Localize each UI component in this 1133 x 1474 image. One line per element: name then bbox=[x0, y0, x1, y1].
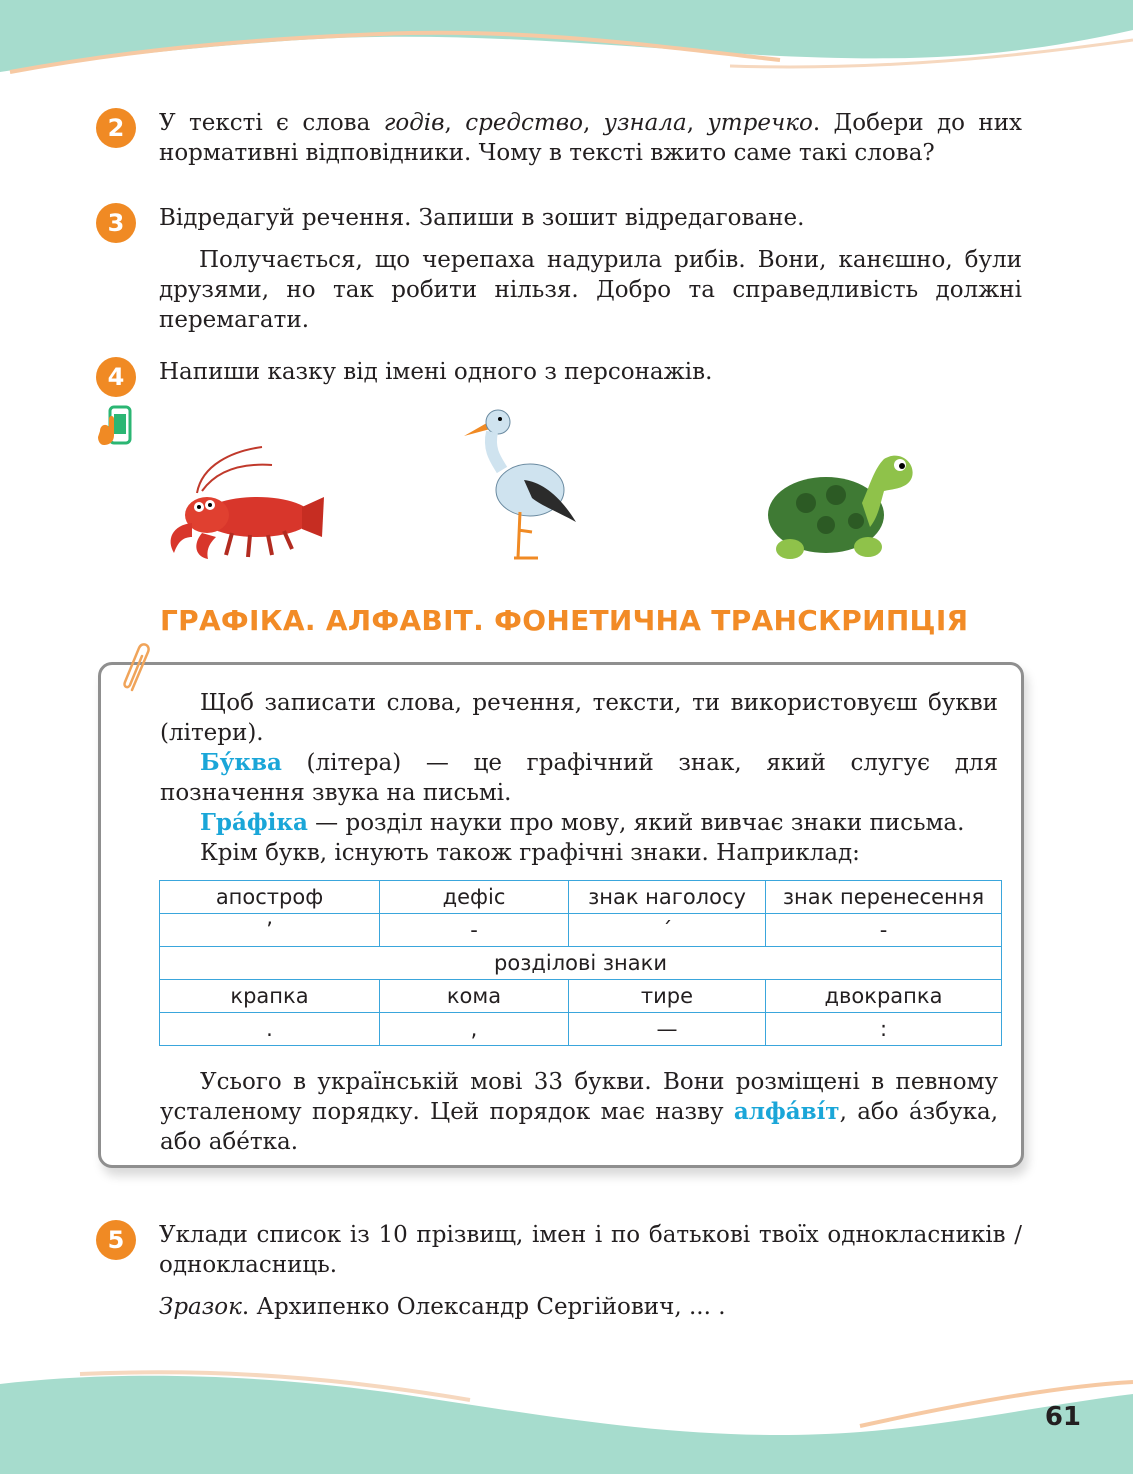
table-cell: крапка bbox=[160, 980, 380, 1013]
table-cell: дефіс bbox=[380, 881, 569, 914]
exercise-5-instruction: Уклади список із 10 прізвищ, імен і по батькові твоїх однокласників / однокласниць. bbox=[159, 1222, 1022, 1278]
exercise-number-badge: 3 bbox=[96, 203, 136, 243]
table-cell: : bbox=[766, 1013, 1002, 1046]
table-cell: . bbox=[160, 1013, 380, 1046]
table-cell: ´ bbox=[569, 914, 766, 947]
page-number: 61 bbox=[1044, 1402, 1081, 1432]
rule-paragraph-bukva: Бу́ква (літера) — це графічний знак, який слугує для позначення звука на письмі. bbox=[160, 749, 998, 806]
exercise-4-instruction: Напиши казку від імені одного з персонажів. bbox=[159, 359, 713, 385]
exercise-2 bbox=[96, 108, 1022, 168]
table-cell: кома bbox=[380, 980, 569, 1013]
phone-touch-icon bbox=[96, 405, 136, 447]
exercise-5-sample: Зразок. Архипенко Олександр Сергійович, ... . bbox=[159, 1294, 726, 1320]
exercise-2-text: У тексті є слова годів, средство, узнала, утречко. Добери до них нормативні відповідники. Чому в тексті вжито саме такі слова? bbox=[159, 110, 1023, 166]
exercise-5 bbox=[96, 1220, 1022, 1322]
exercise-number-badge: 2 bbox=[96, 108, 136, 148]
table-cell: тире bbox=[569, 980, 766, 1013]
table-cell: ’ bbox=[160, 914, 380, 947]
exercise-4 bbox=[96, 357, 1022, 391]
table-cell: апостроф bbox=[160, 881, 380, 914]
table-cell: - bbox=[766, 914, 1002, 947]
rule-paragraph-4: Крім букв, існують також графічні знаки. Наприклад: bbox=[200, 840, 860, 866]
crayfish-illustration bbox=[162, 445, 327, 565]
graphic-signs-table bbox=[159, 880, 1002, 1046]
turtle-illustration bbox=[766, 445, 918, 563]
term-bukva: Бу́ква bbox=[200, 749, 282, 776]
table-cell: , bbox=[380, 1013, 569, 1046]
exercise-3-instruction: Відредагуй речення. Запиши в зошит відредаговане. bbox=[159, 205, 805, 231]
exercise-3 bbox=[96, 203, 1022, 335]
table-cell: знак наголосу bbox=[569, 881, 766, 914]
top-wave-decoration bbox=[0, 0, 1133, 90]
rule-paragraph-1: Щоб записати слова, речення, тексти, ти використовуєш букви (літери). bbox=[160, 690, 998, 746]
table-cell: двокрапка bbox=[766, 980, 1002, 1013]
paperclip-icon bbox=[118, 640, 158, 696]
exercise-number-badge: 4 bbox=[96, 357, 136, 397]
rule-paragraph-grafika: Гра́фіка — розділ науки про мову, який вивчає знаки письма. bbox=[200, 809, 965, 836]
rule-paragraph-alphabet: Усього в українській мові 33 букви. Вони розміщені в певному усталеному порядку. Цей порядок має назву алфа́ві́т, або а́збука, або абе́тка. bbox=[160, 1069, 998, 1155]
exercise-number-badge: 5 bbox=[96, 1220, 136, 1260]
term-grafika: Гра́фіка bbox=[200, 809, 308, 836]
exercise-3-passage: Получається, що черепаха надурила рибів. Вони, канєшно, були друзями, но так робити нільзя. Добро та справедливість должні перемагати. bbox=[159, 247, 1022, 333]
table-cell: знак перенесення bbox=[766, 881, 1002, 914]
bottom-wave-decoration bbox=[0, 1364, 1133, 1474]
term-alfavit: алфа́ві́т bbox=[733, 1098, 840, 1125]
table-merged-header: розділові знаки bbox=[160, 947, 1002, 980]
table-cell: - bbox=[380, 914, 569, 947]
section-title: ГРАФІКА. АЛФАВІТ. ФОНЕТИЧНА ТРАНСКРИПЦІЯ bbox=[160, 604, 969, 637]
stork-illustration bbox=[462, 400, 582, 565]
table-cell: — bbox=[569, 1013, 766, 1046]
